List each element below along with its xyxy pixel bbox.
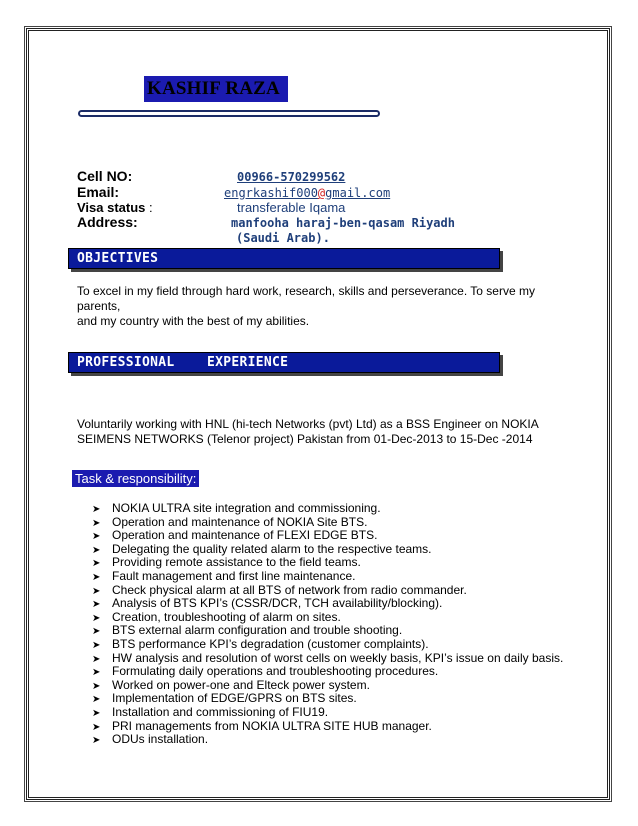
address-line-1: manfooha haraj-ben-qasam Riyadh	[231, 216, 455, 230]
list-item-text: BTS external alarm configuration and trouble shooting.	[112, 623, 403, 638]
list-item-text: Creation, troubleshooting of alarm on sites.	[112, 609, 341, 624]
arrow-bullet-icon: ➤	[92, 558, 101, 570]
list-item	[92, 570, 563, 584]
list-item-text: BTS performance KPI’s degradation (customer complaints).	[112, 636, 429, 651]
arrow-bullet-icon: ➤	[92, 571, 101, 583]
arrow-bullet-icon: ➤	[92, 612, 101, 624]
arrow-bullet-icon: ➤	[92, 585, 101, 597]
experience-text	[77, 417, 577, 447]
list-item	[92, 529, 563, 543]
list-item	[92, 679, 563, 693]
experience-title: PROFESSIONAL EXPERIENCE	[77, 355, 289, 370]
list-item	[92, 611, 563, 625]
address-line-2: (Saudi Arab).	[236, 231, 330, 245]
list-item-text: Providing remote assistance to the field teams.	[112, 555, 361, 570]
email-label: Email:	[77, 184, 120, 200]
arrow-bullet-icon: ➤	[92, 531, 101, 543]
task-list	[92, 502, 563, 747]
list-item	[92, 692, 563, 706]
list-item-text: Operation and maintenance of FLEXI EDGE BTS.	[112, 528, 378, 543]
list-item	[92, 502, 563, 516]
email-at[interactable]: @	[317, 186, 326, 200]
objectives-line-2: and my country with the best of my abilities.	[77, 314, 310, 328]
arrow-bullet-icon: ➤	[92, 599, 101, 611]
experience-line-2: SEIMENS NETWORKS (Telenor project) Pakistan from 01-Dec-2013 to 15-Dec -2014	[77, 432, 533, 446]
list-item	[92, 624, 563, 638]
objectives-title: OBJECTIVES	[77, 251, 159, 266]
list-item	[92, 584, 563, 598]
arrow-bullet-icon: ➤	[92, 626, 101, 638]
task-heading: Task & responsibility:	[72, 470, 199, 487]
list-item	[92, 720, 563, 734]
cell-value: 00966-570299562	[237, 170, 346, 184]
name-underline-rule	[78, 110, 380, 117]
list-item	[92, 543, 563, 557]
arrow-bullet-icon: ➤	[92, 504, 101, 515]
arrow-bullet-icon: ➤	[92, 544, 101, 556]
email-user[interactable]: engrkashif000	[224, 186, 318, 200]
email-domain[interactable]: gmail.com	[325, 186, 391, 200]
visa-value: transferable Iqama	[237, 200, 346, 215]
arrow-bullet-icon: ➤	[92, 694, 101, 706]
list-item	[92, 733, 563, 747]
list-item	[92, 652, 563, 666]
objectives-text	[77, 284, 577, 329]
visa-label: Visa status	[77, 200, 146, 215]
experience-line-1: Voluntarily working with HNL (hi-tech Networks (pvt) Ltd) as a BSS Engineer on NOKIA	[77, 417, 539, 431]
list-item-text: Fault management and first line maintenance.	[112, 568, 356, 583]
list-item	[92, 556, 563, 570]
email-value[interactable]	[224, 186, 390, 200]
list-item	[92, 597, 563, 611]
address-label: Address:	[77, 214, 138, 230]
list-item-text: Implementation of EDGE/GPRS on BTS sites.	[112, 691, 357, 706]
cell-label: Cell NO:	[77, 168, 133, 184]
visa-label-row	[77, 200, 153, 215]
candidate-name: KASHIF RAZA	[147, 78, 280, 99]
list-item-text: Delegating the quality related alarm to the respective teams.	[112, 541, 432, 556]
arrow-bullet-icon: ➤	[92, 735, 101, 747]
objectives-line-1: To excel in my field through hard work, research, skills and perseverance. To serve my parents,	[77, 284, 535, 313]
arrow-bullet-icon: ➤	[92, 707, 101, 719]
list-item-text: Worked on power-one and Elteck power system.	[112, 677, 370, 692]
list-item-text: Installation and commissioning of FIU19.	[112, 704, 329, 719]
list-item-text: PRI managements from NOKIA ULTRA SITE HUB manager.	[112, 718, 432, 733]
list-item-text: ODUs installation.	[112, 732, 209, 747]
list-item	[92, 638, 563, 652]
list-item	[92, 706, 563, 720]
arrow-bullet-icon: ➤	[92, 680, 101, 692]
arrow-bullet-icon: ➤	[92, 517, 101, 529]
arrow-bullet-icon: ➤	[92, 667, 101, 679]
arrow-bullet-icon: ➤	[92, 721, 101, 733]
arrow-bullet-icon: ➤	[92, 639, 101, 651]
list-item-text: Analysis of BTS KPI’s (CSSR/DCR, TCH availability/blocking).	[112, 596, 443, 611]
list-item	[92, 665, 563, 679]
arrow-bullet-icon: ➤	[92, 653, 101, 665]
list-item-text: HW analysis and resolution of worst cells on weekly basis, KPI’s issue on daily basis.	[112, 650, 564, 665]
objectives-bar	[68, 248, 500, 269]
list-item-text: Formulating daily operations and troubleshooting procedures.	[112, 664, 439, 679]
list-item-text: Check physical alarm at all BTS of network from radio commander.	[112, 582, 467, 597]
visa-colon: :	[149, 200, 153, 215]
experience-bar	[68, 352, 500, 373]
list-item-text: Operation and maintenance of NOKIA Site BTS.	[112, 514, 368, 529]
list-item-text: NOKIA ULTRA site integration and commissioning.	[112, 501, 381, 515]
list-item	[92, 516, 563, 530]
